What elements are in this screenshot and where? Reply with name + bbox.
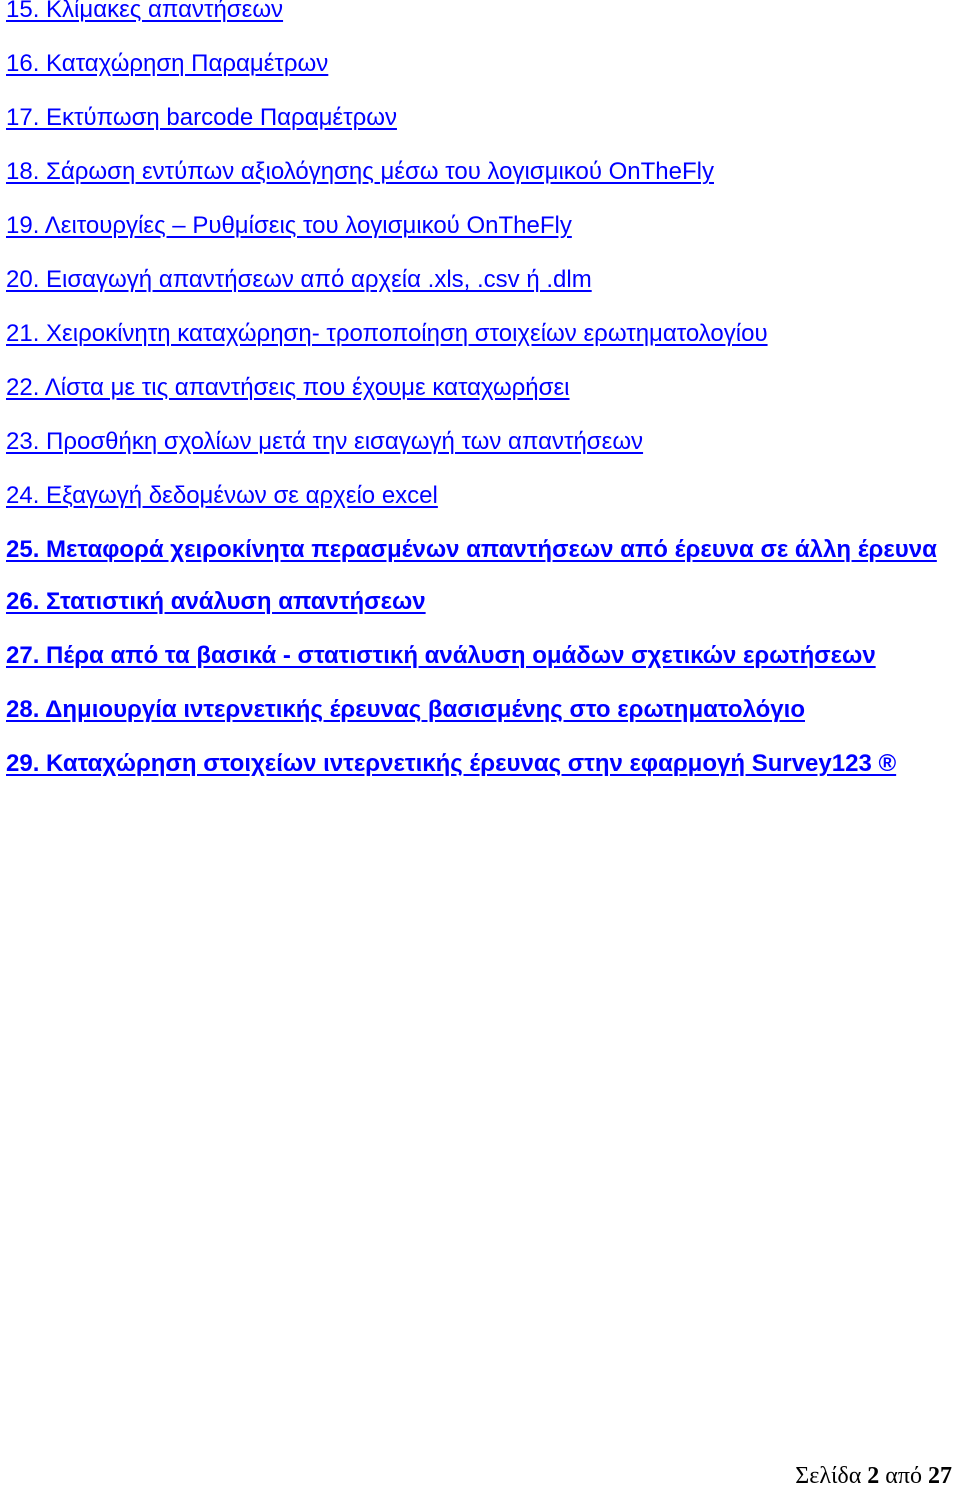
of-word: από [885, 1463, 922, 1489]
toc-link-22[interactable]: 22. Λίστα με τις απαντήσεις που έχουμε καταχωρήσει [6, 374, 570, 401]
toc-link-27[interactable]: 27. Πέρα από τα βασικά - στατιστική ανάλυση ομάδων σχετικών ερωτήσεων [6, 642, 876, 669]
toc-link-26[interactable]: 26. Στατιστική ανάλυση απαντήσεων [6, 588, 426, 615]
table-of-contents [6, 0, 956, 800]
toc-link-19[interactable]: 19. Λειτουργίες – Ρυθμίσεις του λογισμικού OnTheFly [6, 212, 572, 239]
toc-link-15[interactable]: 15. Κλίμακες απαντήσεων [6, 0, 284, 23]
toc-link-23[interactable]: 23. Προσθήκη σχολίων μετά την εισαγωγή των απαντήσεων [6, 428, 644, 455]
total-page-count: 27 [928, 1463, 952, 1489]
page-number-footer [795, 1462, 952, 1490]
toc-link-28[interactable]: 28. Δημιουργία ιντερνετικής έρευνας βασισμένης στο ερωτηματολόγιο [6, 696, 805, 723]
current-page-number: 2 [867, 1463, 880, 1489]
toc-link-21[interactable]: 21. Χειροκίνητη καταχώρηση- τροποποίηση στοιχείων ερωτηματολογίου [6, 320, 768, 347]
toc-link-25[interactable]: 25. Μεταφορά χειροκίνητα περασμένων απαντήσεων από έρευνα σε άλλη έρευνα [6, 536, 937, 563]
toc-link-16[interactable]: 16. Καταχώρηση Παραμέτρων [6, 50, 329, 77]
toc-link-17[interactable]: 17. Εκτύπωση barcode Παραμέτρων [6, 104, 397, 131]
toc-link-29[interactable]: 29. Καταχώρηση στοιχείων ιντερνετικής έρευνας στην εφαρμογή Survey123 ® [6, 750, 897, 777]
toc-link-18[interactable]: 18. Σάρωση εντύπων αξιολόγησης μέσω του λογισμικού OnTheFly [6, 158, 714, 185]
toc-link-24[interactable]: 24. Εξαγωγή δεδομένων σε αρχείο excel [6, 482, 438, 509]
page-word: Σελίδα [795, 1463, 862, 1489]
toc-link-20[interactable]: 20. Εισαγωγή απαντήσεων από αρχεία .xls, .csv ή .dlm [6, 266, 592, 293]
